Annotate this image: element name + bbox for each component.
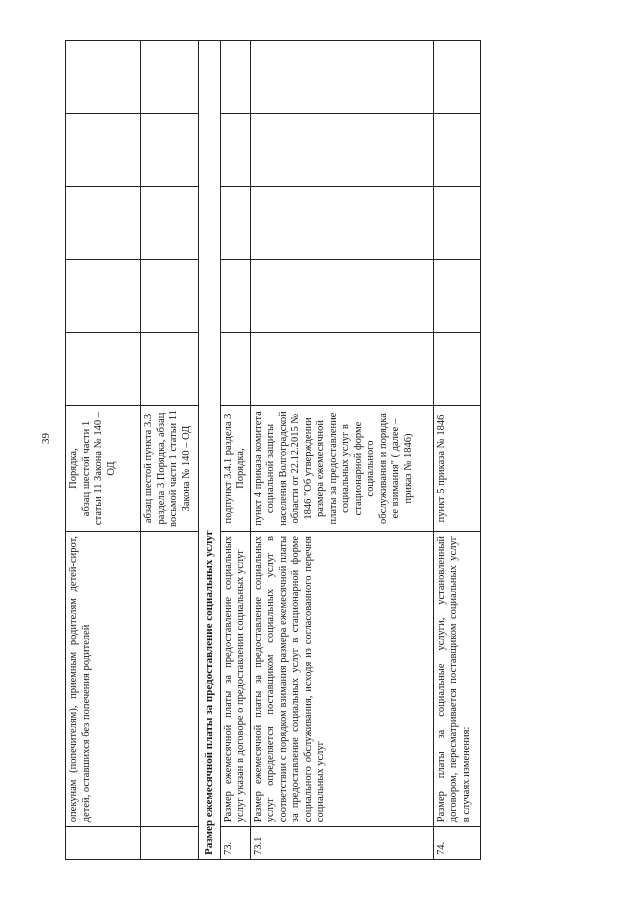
legal-basis: абзац шестой пункта 3.3 раздела 3 Порядка, абзац восьмой части 1 статьи 11 Закона № 140 – ОД [141, 406, 199, 532]
row-number: 74. [433, 827, 480, 860]
table-row [141, 41, 199, 860]
row-number-cell [66, 827, 141, 860]
check-cell [66, 41, 141, 114]
check-cell [220, 260, 250, 333]
check-cell [250, 187, 433, 260]
legal-basis: пункт 5 приказа № 1846 [433, 406, 480, 532]
check-cell [141, 333, 199, 406]
check-cell [433, 187, 480, 260]
check-cell [141, 260, 199, 333]
row-number: 73.1 [250, 827, 433, 860]
check-cell [66, 260, 141, 333]
requirement-text: опекунам (попечителям), приемным родителям детей-сирот, детей, оставшихся без попечения родителей [66, 531, 141, 826]
check-cell [433, 333, 480, 406]
table-row [220, 41, 250, 860]
page-number: 39 [40, 433, 52, 444]
check-cell [250, 114, 433, 187]
check-cell [250, 41, 433, 114]
row-number: 73. [220, 827, 250, 860]
check-cell [220, 333, 250, 406]
legal-basis: Порядка, абзац шестой части 1 статьи 11 Закона № 140 – ОД [66, 406, 141, 532]
check-cell [141, 41, 199, 114]
table-row [66, 41, 141, 860]
requirement-text: Размер ежемесячной платы за предоставление социальных услуг указан в договоре о предоставлении социальных услуг [220, 531, 250, 826]
check-cell [220, 114, 250, 187]
requirement-text: Размер платы за социальные услуги, установленный договором, пересматривается поставщиком социальных услуг в случаях изменения: [433, 531, 480, 826]
check-cell [250, 260, 433, 333]
check-cell [66, 333, 141, 406]
check-cell [250, 333, 433, 406]
section-title: Размер ежемесячной платы за предоставление социальных услуг [199, 41, 221, 860]
check-cell [220, 187, 250, 260]
rotated-table-area [65, 40, 570, 860]
section-header-row [199, 41, 221, 860]
requirement-text [141, 531, 199, 826]
check-cell [220, 41, 250, 114]
table-row [433, 41, 480, 860]
table-row [250, 41, 433, 860]
check-cell [141, 187, 199, 260]
legal-basis: подпункт 3.4.1 раздела 3 Порядка, [220, 406, 250, 532]
check-cell [141, 114, 199, 187]
requirement-text: Размер ежемесячной платы за предоставление социальных услуг определяется поставщиком социальных услуг в соответствии с порядком взимания размера ежемесячной платы за предоставление социальных услуг в стационарной форме социального обслуживания, исходя из согласованного перечня социальных услуг [250, 531, 433, 826]
check-cell [433, 260, 480, 333]
row-number-cell [141, 827, 199, 860]
check-cell [433, 114, 480, 187]
check-cell [66, 114, 141, 187]
requirements-table [65, 40, 481, 860]
legal-basis: пункт 4 приказа комитета социальной защиты населения Волгоградской области от 22.12.2015 № 1846 "Об утверждении размера ежемесячной платы за предоставление социальных услуг в стационарной форме социального обслуживания и порядка ее взимания" ( далее – приказ № 1846) [250, 406, 433, 532]
check-cell [66, 187, 141, 260]
check-cell [433, 41, 480, 114]
